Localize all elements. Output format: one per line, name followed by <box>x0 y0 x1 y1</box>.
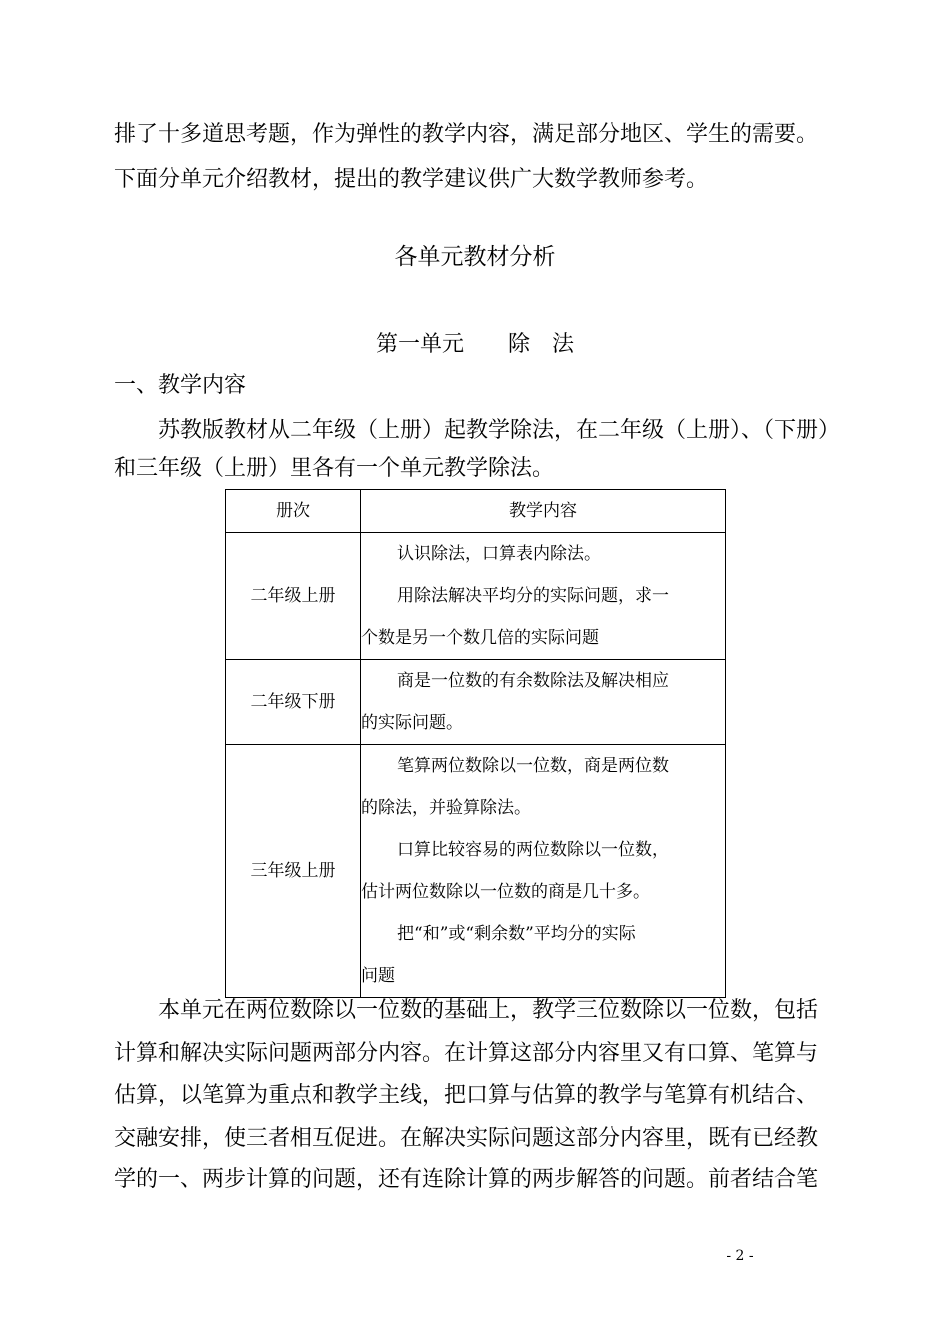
para1-line-2: 和三年级（上册）里各有一个单元教学除法。 <box>114 456 555 481</box>
content-item-continuation: 估计两位数除以一位数的商是几十多。 <box>361 882 650 902</box>
content-item-continuation: 的实际问题。 <box>361 713 463 733</box>
table-header-row <box>226 490 726 533</box>
intro-line-1: 排了十多道思考题，作为弹性的教学内容，满足部分地区、学生的需要。 <box>114 122 819 147</box>
teaching-content-table <box>225 489 726 998</box>
content-item: 用除法解决平均分的实际问题，求一 <box>397 586 669 606</box>
intro-line-2: 下面分单元介绍教材，提出的教学建议供广大数学教师参考。 <box>114 167 709 192</box>
table-row <box>226 660 726 745</box>
content-cell <box>361 660 726 745</box>
content-item: 笔算两位数除以一位数，商是两位数 <box>397 756 669 776</box>
content-cell <box>361 745 726 998</box>
content-cell <box>361 533 726 660</box>
para2-line-3: 估算，以笔算为重点和教学主线，把口算与估算的教学与笔算有机结合、 <box>114 1083 819 1108</box>
content-item: 商是一位数的有余数除法及解决相应 <box>397 671 669 691</box>
content-item: 把“和”或“剩余数”平均分的实际 <box>397 924 636 944</box>
table-row <box>226 533 726 660</box>
para1-line-1: 苏教版教材从二年级（上册）起教学除法，在二年级（上册）、（下册） <box>114 418 841 443</box>
para2-line-2: 计算和解决实际问题两部分内容。在计算这部分内容里又有口算、笔算与 <box>114 1041 819 1066</box>
para2-line-1: 本单元在两位数除以一位数的基础上，教学三位数除以一位数，包括 <box>114 998 819 1023</box>
unit-title: 第一单元 除 法 <box>375 332 574 357</box>
content-item-continuation: 的除法，并验算除法。 <box>361 798 531 818</box>
grade-cell: 二年级上册 <box>226 533 361 660</box>
section-title: 各单元教材分析 <box>394 244 556 270</box>
grade-cell: 二年级下册 <box>226 660 361 745</box>
header-volume: 册次 <box>226 490 361 533</box>
content-item-continuation: 问题 <box>361 966 395 986</box>
subsection-title: 一、教学内容 <box>114 373 247 398</box>
header-content: 教学内容 <box>361 490 726 533</box>
grade-cell: 三年级上册 <box>226 745 361 998</box>
content-item-continuation: 个数是另一个数几倍的实际问题 <box>361 628 599 648</box>
content-item: 口算比较容易的两位数除以一位数， <box>397 840 669 860</box>
table-row <box>226 745 726 998</box>
content-item: 认识除法，口算表内除法。 <box>397 544 601 564</box>
para2-line-5: 学的一、两步计算的问题，还有连除计算的两步解答的问题。前者结合笔 <box>114 1167 819 1192</box>
para2-line-4: 交融安排，使三者相互促进。在解决实际问题这部分内容里，既有已经教 <box>114 1126 819 1151</box>
page-number: - 2 - <box>726 1248 754 1264</box>
